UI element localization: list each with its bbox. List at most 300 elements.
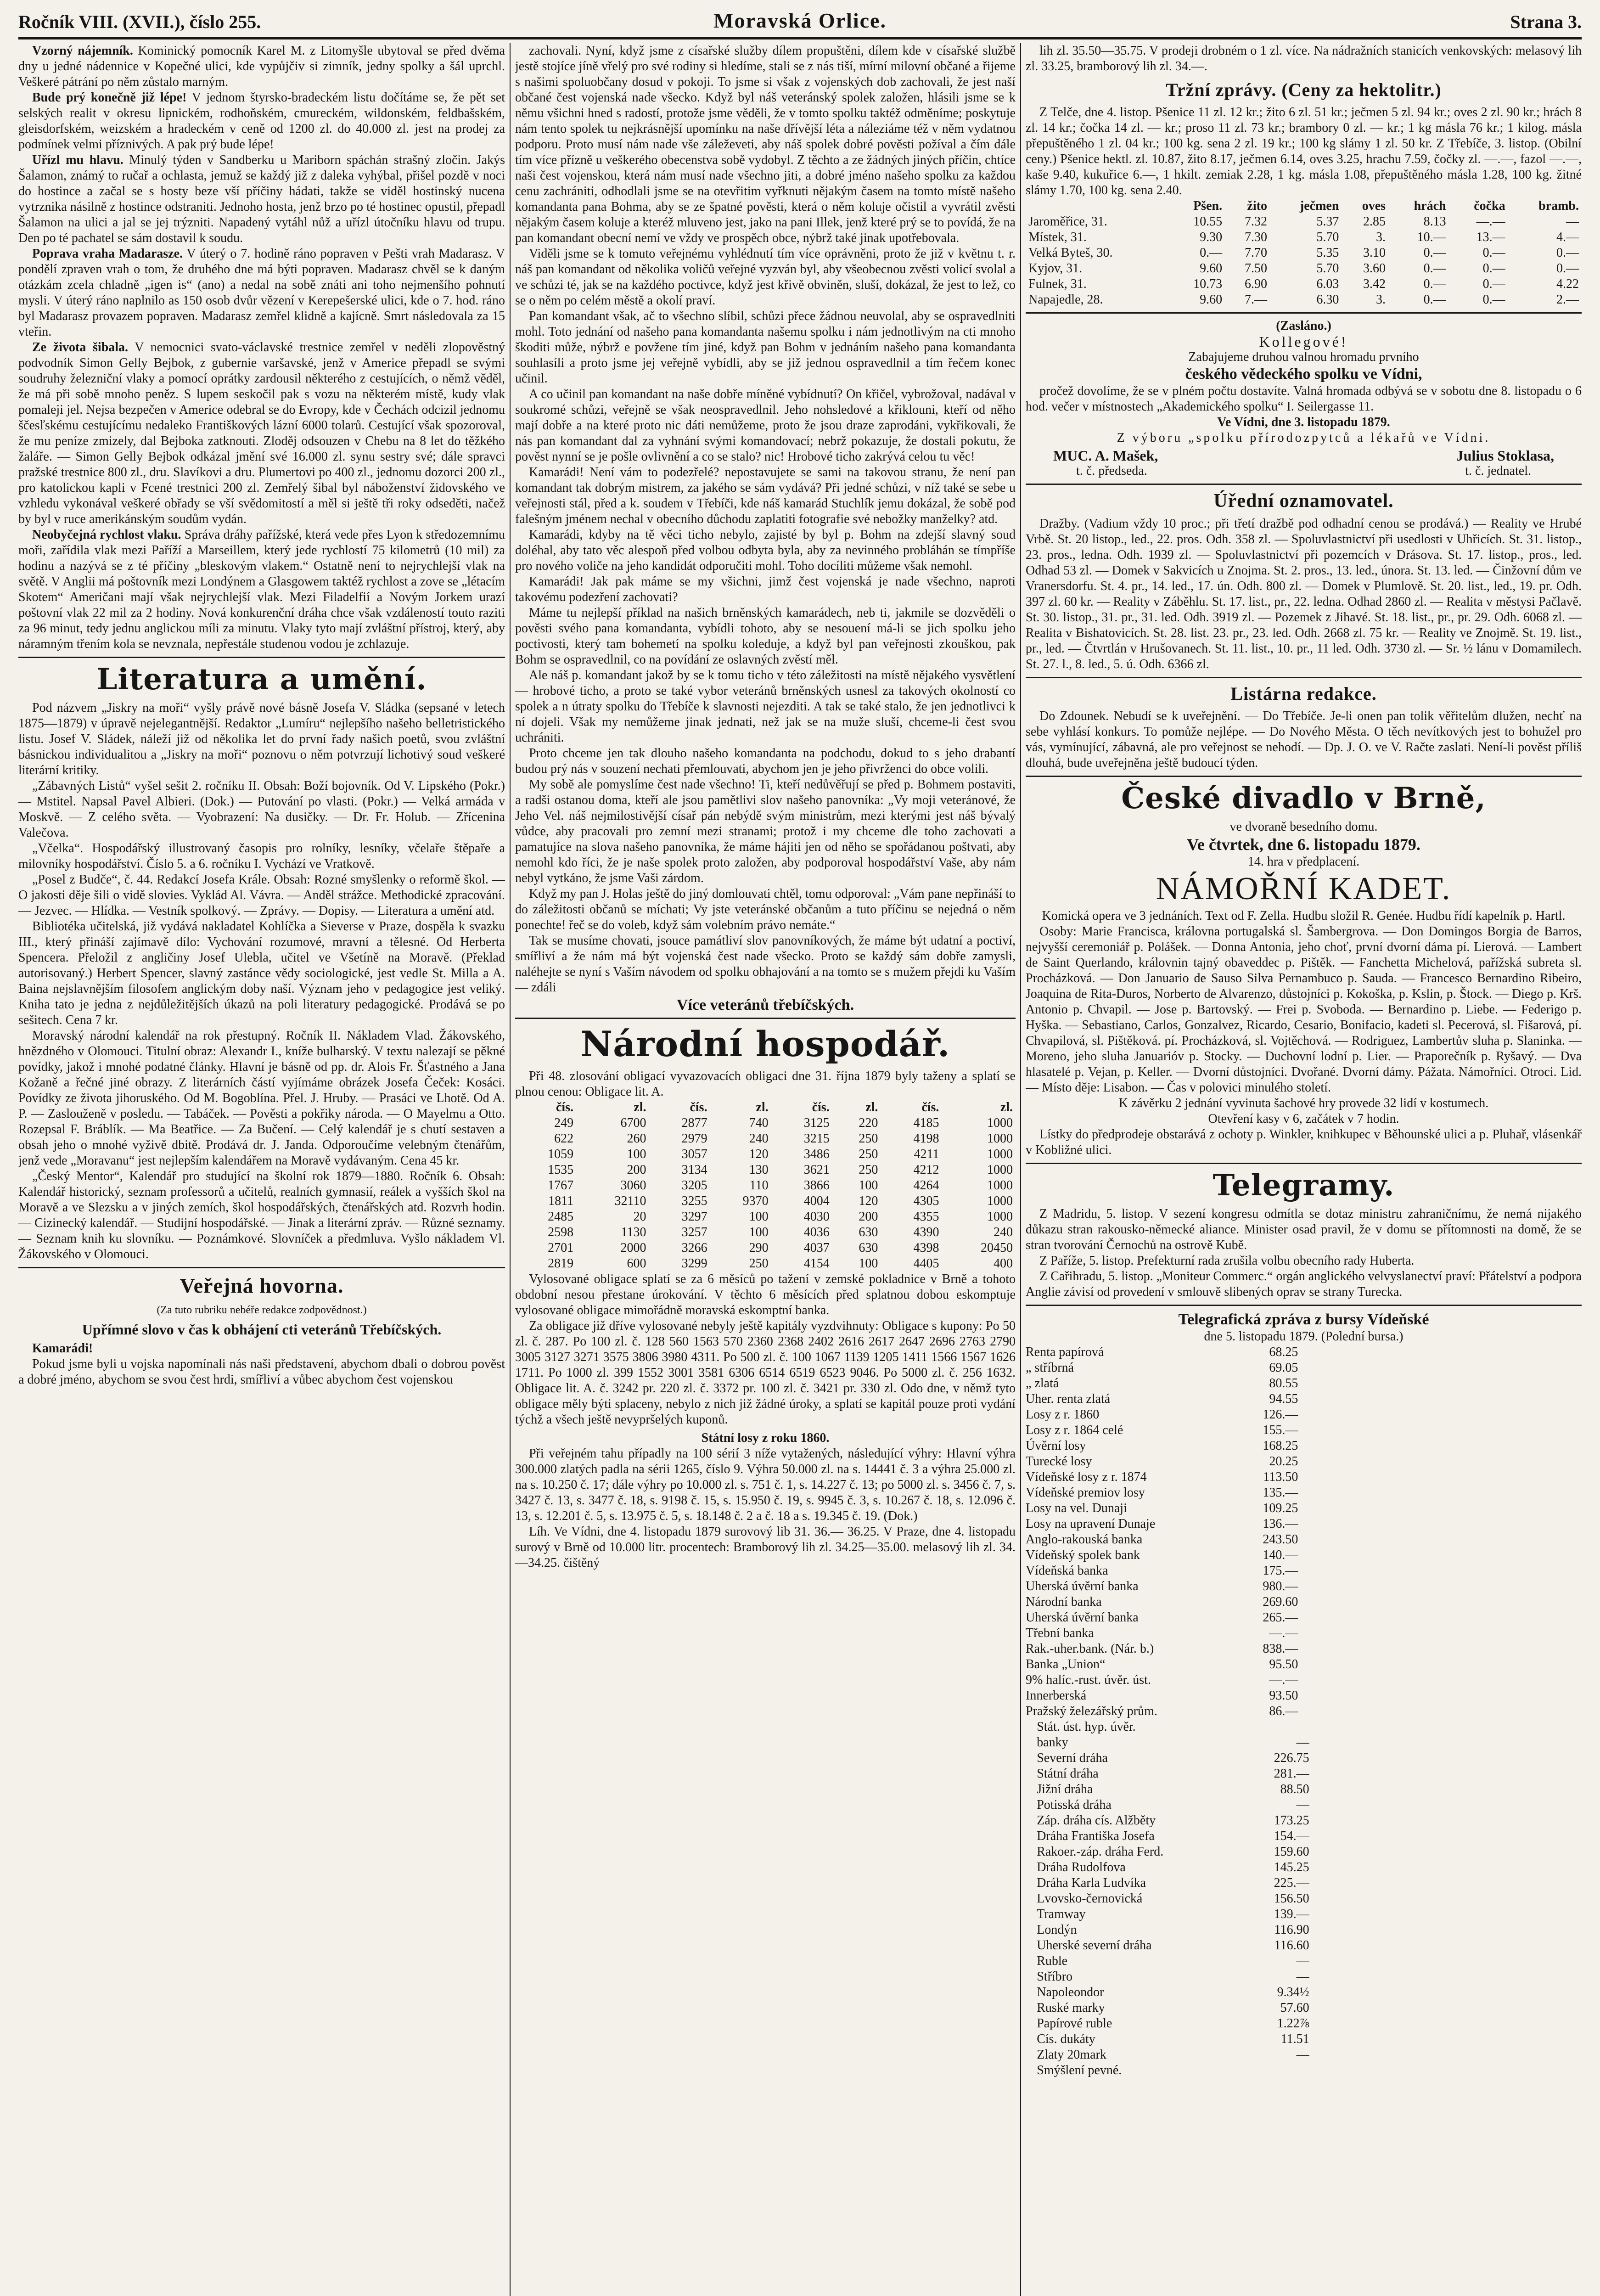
exchange-name: Uher. renta zlatá [1026,1392,1111,1406]
grain-cell: 4.22 [1556,277,1579,291]
bond-cell: 630 [859,1241,878,1255]
exchange-row [1026,1704,1298,1719]
grain-cell: 8.13 [1423,214,1446,229]
exchange-value: 135.— [1263,1486,1298,1500]
news-item-headline: Uřízl mu hlavu. [32,153,124,167]
news-item [18,340,505,527]
exchange-row [1037,1844,1309,1860]
market-heading: Tržní zprávy. (Ceny za hektolitr.) [1166,79,1442,100]
exchange-name: Rakoer.-záp. dráha Ferd. [1037,1845,1164,1859]
news-item-headline: Vzorný nájemník. [32,44,133,58]
bond-cell: 1000 [987,1194,1013,1208]
grain-row [1026,276,1582,292]
exchange-row [1026,1345,1298,1360]
grain-cell: Fulnek, 31. [1028,277,1087,291]
column-2 [515,43,1016,2296]
exchange-value: 1.22⅞ [1277,2016,1309,2031]
exchange-value: — [1296,2048,1309,2062]
letter-paragraph: Kamarádi! Jak pak máme se my všichni, jimž čest vojenská je nade všechno, naproti takovému podezření zachovati? [515,574,1016,604]
grain-cell: Kyjov, 31. [1028,261,1083,276]
exchange-row [1026,1626,1298,1641]
news-item [18,152,505,246]
literature-item: Bibliotéka učitelská, již vydává nakladatel Kohlíčka a Sieverse v Praze, dospěla k svazku III., který přináší zajímavě dílo: Vychování rozumové, mravní a tělesné. Od Herberta Spencera. Přeložil z angličiny Josef Ulebla, učitel ve Všetíně na Moravě. (Překlad autorisovaný.) Herbert Spencer, slavný zastánce vědy sociologické, jest vedle St. Milla a A. Baina nejslavnějším filosofem anglickým doby naší. Význam jeho v pedagogice jest veliký. Kniha tato je jedna z nejdůležitějších úkazů na poli literatury pedagogické. Prodává se po sešitech. Cena 7 kr. [18,919,505,1027]
exchange-name: Cís. dukáty [1037,2032,1095,2046]
exchange-row [1037,1766,1309,1782]
grain-cell: 0.— [1556,246,1579,260]
exchange-name: Zlaty 20mark [1037,2048,1106,2062]
grain-cell: 2.85 [1363,214,1386,229]
page-number: Strana 3. [1510,11,1582,32]
letter-paragraph: Tak se musíme chovati, jsouce památliví slov panovníkových, že máme být udatní a poctiví, smířliví a že nám má být vojenská čest nade všecko. Proto se každý sám dobře zamysli, naléhejte se nyní s Vaším návodem od spolku obhajování a na tomto se s mužem přejdi ku Vaším — zdáli [515,934,1016,995]
exchange-name: Potisská dráha [1037,1798,1112,1812]
exchange-row [1026,1407,1298,1423]
exchange-name: Vídeňský spolek bank [1026,1548,1140,1562]
exchange-name: Vídeňské losy z r. 1874 [1026,1470,1147,1484]
masthead [18,8,1582,39]
exchange-row [1037,2000,1309,2016]
grain-cell: Napajedle, 28. [1028,293,1103,307]
exchange-name: Renta papírová [1026,1345,1104,1359]
grain-cell: 0.— [1482,261,1505,276]
exchange-value: 86.— [1269,1704,1298,1718]
forum-salutation: Kamarádi! [32,1341,93,1356]
exchange-name: Národní banka [1026,1595,1102,1609]
divider [1026,484,1582,485]
economy-intro: Při 48. zlosování obligací vyvazovacích obligaci dne 31. října 1879 byly taženy a splatí se plnou cenou: Obligace lit. A. [515,1069,1016,1099]
bond-col-header: čís. [812,1100,830,1114]
exchange-name: Papírové ruble [1037,2016,1112,2031]
literature-item: „Včelka“. Hospodářský illustrovaný časopis pro rolníky, lesníky, včelaře štěpaře a milovníky hospodářství. Číslo 5. a 6. ročníku I. Vychází ve Vratkově. [18,841,505,871]
exchange-row [1037,1829,1309,1844]
theatre-cast: Osoby: Marie Francisca, královna portugalská sl. Šambergrova. — Don Domingos Borgia de Barros, nejvyšší ceremoniář p. Polášek. — Donna Antonia, jeho choť, první dvorní dáma pí. Lierová. — Lambert de Saint Querlando, královnin tajný obaveddec p. Pištěk. — Fanchetta Michelová, pařížská subreta sl. Procházková. — Don Januario de Sauso Silva Pernambuco p. Sauda. — Francesco Bernardino Ribeiro, Joaquina de Rita-Duros, Norberto de Alvarenzo, důstojníci p. Kokoška, p. Kslin, p. Štock. — Diego p. Krš. Antonio p. Chvapil. — Jose p. Bartovský. — Frei p. Svoboda. — Bernardino p. Liebe. — Federigo p. Hyška. — Sebastiano, Carlos, Gonzalvez, Ricardo, Cesario, Bonifacio, kadeti sl. Pecerová, sl. Fišarová, pí. Chvapilová, sl. Pištěková. pí. Procházková, sl. Vojtěchová. — Rodriguez, Lambertův sluha p. Slaninka. — Moreno, jeho sluha Januarióv p. Stocky. — Duchovní lodní p. Lier. — Praporečník p. Ryšavý. — Dva hlasatelé p. Vejan, p. Keller. — Dvorní důstojníci. Dvořané. Dvorní dámy. Pážata. Námořníci. Otroci. Lid. — Místo děje: Lisabon. — Čas v polovici minulého století. [1026,924,1582,1095]
exchange-row [1037,1782,1309,1797]
bond-cell: 100 [627,1147,646,1161]
letter-paragraph: Kamarádi! Není vám to podezřelé? nepostavujete se sami na takovou stranu, že není pan komandant tak dobrým mistrem, za jakého se sám vydává? Při jedné schůzi, v níž také se sebe u veřejnosti stál, před a k. soudem v Třebíči, kde náš kamarád Stuchlík jemu dokázal, že sobě pod falešným jménem nechal v obecního důchodu zaplatiti fotografie své nebožky manželky? atd. [515,465,1016,526]
exchange-col-right [1037,1719,1309,2078]
grain-cell: — [1566,214,1579,229]
bond-cell: 4185 [913,1116,939,1130]
exchange-value: — [1296,1798,1309,1812]
exchange-value: —.— [1269,1673,1298,1687]
bond-cell: 1811 [548,1194,574,1208]
divider [1026,1163,1582,1164]
exchange-name: Vídeňské premiov losy [1026,1486,1145,1500]
bond-col-header: čís. [921,1100,939,1114]
telegram-items [1026,1206,1582,1300]
exchange-name: Uherská úvěrní banka [1026,1610,1139,1625]
divider [1026,1305,1582,1306]
bond-row [515,1178,1016,1193]
exchange-row [1026,1516,1298,1532]
bond-cell: 3255 [681,1194,707,1208]
grain-cell: 6.03 [1316,277,1339,291]
exchange-row [1037,1922,1309,1938]
grain-cell: 0.— [1423,261,1446,276]
exchange-value: 139.— [1274,1907,1309,1921]
letter-paragraph: zachovali. Nyní, když jsme z císařské služby dílem propuštěni, dílem kde v císařské službě jestě stojíce jíně vřelý pro své rodiny si hledíme, stali se z nás tiší, mírní milovní občané a řijeme s našimi spoluobčany dosud v pokoji. To jsme si však z vojenských dob zachovali, že jest naší občané čest vojenská nade všecko. Když byl náš veteránský spolek založen, hlásili jsme se k němu všichni hned s radostí, protože jsme věděli, že v tomto spolku taktéž odměníme; poskytuje nám tento spolek tu nejkrásnější upomínku na naše dřívější léta a náleziáme též v něm vydatnou podporu. Proto musí nám nade vše záleževeti, aby náš spolek dobré pověsti požíval a čím dále tím více přízně u veškerého obecenstva sobě vydobyl. Z těchto a ze žádných jiných příčin, chtíce naši čest vojenskou, která nám musí nade všechno jiti, a dobré jméno našeho spolku za každou cenu zachrániti, odhodlali jsme se na otevřitim vyřknuti nějakým časem na tomto místě našeho komandanta pana Bohma, aby se ze špatné pověsti, která o něm koluje očistil a vyvrátil zvěsti nějakým časem koluje a kteréž mluveno jest, jako na pani Illek, jenž které prý se to povídá, že na pan komandant obecní nemí ve vždy ve prospěch obce, nýbrž také jinak upotřebovala. [515,44,1016,245]
grain-cell: 0.— [1200,246,1223,260]
exchange-name: Smýšlení pevné. [1037,2063,1122,2077]
exchange-name: Losy z r. 1864 celé [1026,1423,1123,1437]
invite-line-4: Ve Vídni, dne 3. listopadu 1879. [1217,415,1390,429]
exchange-name: Ruské marky [1037,2001,1105,2015]
bond-cell: 1767 [548,1178,574,1193]
letter-signature: Více veteránů třebíčských. [676,996,854,1013]
exchange-name: Losy na upravení Dunaje [1026,1517,1156,1531]
grain-price-table [1026,198,1582,308]
bond-cell: 240 [749,1131,769,1146]
news-item-text: Kominický pomocník Karel M. z Litomyšle ubytoval se před dvěma dny u jedné nádennice v Kopečné ulici, kde vypůjčiv si zimník, jedny spolky a šál uprchl. Veškeré pátrání po něm zůstalo marným. [18,44,505,89]
grain-cell: 10.— [1417,230,1446,244]
theatre-title: NÁMOŘNÍ KADET. [1156,871,1452,906]
exchange-value: 94.55 [1269,1392,1298,1406]
bond-cell: 250 [859,1147,878,1161]
bond-cell: 1535 [548,1163,574,1177]
exchange-row [1026,1641,1298,1657]
exchange-value: 57.60 [1280,2001,1309,2015]
exchange-row [1026,1672,1298,1688]
lottery-text: Při veřejném tahu případly na 100 sérií 3 níže vytažených, následující výhry: Hlavní výhra 300.000 zlatých padla na sérii 1265, číslo 9. Výhra 50.000 zl. na s. 14441 č. 3 a výhra 25.000 zl. na s. 10.250 č. 17; dále výhry po 10.000 zl. s. 751 č. 1, s. 14.227 č. 13; po 5000 zl. s. 3456 č. 7, s. 3427 č. 13, s. 3477 č. 18, s. 9198 č. 15, s. 15.950 č. 19, s. 9945 č. 3, s. 10.267 č. 18, s. 12.096 č. 13, s. 12.201 č. 5, s. 13.975 č. 5, s. 18.148 č. 2 a č. 18 a s. 19.345 č. 19. (Dok.) [515,1446,1016,1523]
bond-cell: 630 [859,1225,878,1239]
bond-cell: 200 [859,1210,878,1224]
bond-cell: 740 [749,1116,769,1130]
economy-paragraph: Za obligace již dříve vylosované nebyly ještě kapitály vyzdvihnuty: Obligace s kupony: Po 50 zl. č. 287. Po 100 zl. č. 128 560 1563 570 2360 2368 2402 2616 2617 2647 2696 2763 2790 3005 3127 3271 3575 3806 3980 4311. Po 500 zl. č. 100 1067 1139 1205 1411 1566 1567 1626 1711. Po 1000 zl. 399 1552 3001 3581 6306 6514 6519 6523 9046. Po 5000 zl. č. 256 1632. Obligace lit. A. č. 3242 pr. 220 zl. č. 3372 pr. 100 zl. č. 3421 pr. 330 zl. Odo dne, v němž tyto obligace měly býti splaceny, nebylo z nich již žádné úroky, a splatí se kapitál pouze proti vydání týchž a všech ještě nevypršelých kuponů. [515,1319,1016,1427]
exchange-value: — [1296,1970,1309,1984]
exchange-value: 168.25 [1263,1439,1298,1453]
grain-cell: 0.— [1423,293,1446,307]
grain-cell: 3.10 [1363,246,1386,260]
bond-cell: 130 [749,1163,769,1177]
grain-cell: —.— [1476,214,1505,229]
bond-cell: 4398 [913,1241,939,1255]
bond-row [515,1240,1016,1256]
invite-line-2: českého vědeckého spolku ve Vídni, [1185,366,1422,383]
grain-cell: 0.— [1482,293,1505,307]
bond-cell: 3257 [681,1225,707,1239]
grain-cell: 5.70 [1316,261,1339,276]
bond-col-header: zl. [1000,1100,1013,1114]
grain-row [1026,261,1582,276]
grain-cell: 3.42 [1363,277,1386,291]
grain-cell: 3.60 [1363,261,1386,276]
exchange-row [1037,2047,1309,2063]
exchange-name: Dráha Rudolfova [1037,1860,1126,1874]
bond-cell: 3266 [681,1241,707,1255]
exchange-value: 116.90 [1274,1923,1309,1937]
bond-cell: 400 [994,1256,1013,1271]
newspaper-title: Moravská Orlice. [713,9,887,32]
bond-cell: 220 [859,1116,878,1130]
bond-cell: 20 [633,1210,646,1224]
exchange-name: 9% halíc.-rust. úvěr. úst. [1026,1673,1151,1687]
news-item-headline: Neobyčejná rychlost vlaku. [32,528,181,542]
bond-cell: 200 [627,1163,646,1177]
exchange-row [1037,2032,1309,2047]
bond-cell: 3060 [620,1178,646,1193]
grain-cell: 10.73 [1193,277,1223,291]
exchange-value: 980.— [1263,1579,1298,1593]
exchange-row [1037,1953,1309,1969]
exchange-row [1026,1469,1298,1485]
bond-cell: 110 [749,1178,769,1193]
news-item-text: Minulý týden v Sandberku u Mariborn spáchán strašný zločin. Jakýs Šalamon, známý to ručař a ochlasta, jemuž se každý již z daleka vyhýbal, přišel pozdě v noci do hostince a začal se s hosty beze vší příčiny hádati, takže se viděl hostinský nucena vytrznika násilně z hostince odstraniti. Jednoho hosta, jenž brzo po té hostinec opustil, přepadl Šalamon na ulici a jal se jej trýzniti. Napadený vytáhl nůž a uřízl útočníku hlavu od trupu. Den po té pachatel se sám dostavil k soudu. [18,153,505,245]
bond-cell: 3215 [803,1131,830,1146]
grain-cell: 7.50 [1244,261,1267,276]
literature-item: Moravský národní kalendář na rok přestupný. Ročník II. Nákladem Vlad. Žákovského, hnězdného v Olomouci. Titulní obraz: Alexandr I., kníže bulharský. V textu nalezají se pěkné povídky, jakož i mnohé podatné články. Hlavní je básně od pp. dr. Alois Fr. Šťastného a Jana Kožaně a řečné jiné obrazy. Z literárních částí vyjímáme obrázek Josefa Čeček: Kosáci. Povídky ze života jihoruského. Od M. Bogoblína. Přel. J. Hruby. — Prasáci ve Lhotě. Od A. P. — Zaslouženě v posledu. — Tabáček. — Pověsti a pokřiky národa. — O Mayelmu a Otto. Rozepsal F. Bráblík. — Ma Beatřice. — Za Bučení. — Celý kalendář je s chutí sestaven a obsah jeho o mnohé vyživě dbitě. Prodává dr. J. Janda. Odporoučíme velebným čtenářům, jenž vede „Moravanu“ jest nejlepším kalendářem na Moravě vydávaným. Cena 45 kr. [18,1029,505,1168]
bond-cell: 2877 [681,1116,707,1130]
bond-cell: 1000 [987,1178,1013,1193]
letter-paragraph: Kamarádi, kdyby na tě věci ticho nebylo, zajisté by byl p. Bohm na zdejší slavný soud doléhal, aby tato věc alespoň před volbou odbyta byla, aby za nevinného probláhán se tímpříše pro nového voliče na jeho kandidát odporučiti mohl. Toho docíliti můžeme však nemohl. [515,528,1016,573]
bond-col-header: čís. [690,1100,707,1114]
bond-cell: 4030 [803,1210,830,1224]
bond-cell: 3134 [681,1163,707,1177]
exchange-row [1026,1376,1298,1391]
exchange-name: Napoleondor [1037,1985,1104,1999]
exchange-name: Jižní dráha [1037,1782,1093,1796]
grain-cell: 9.60 [1200,261,1223,276]
grain-cell: Místek, 31. [1028,230,1087,244]
exchange-value: —.— [1269,1626,1298,1640]
grain-cell: 13.— [1476,230,1505,244]
column-3 [1026,43,1582,2296]
grain-cell: 6.90 [1244,277,1267,291]
exchange-row [1037,1813,1309,1829]
exchange-row [1037,1938,1309,1953]
literature-heading: Literatura a umění. [96,662,427,697]
forum-text: Pokud jsme byli u vojska napomínali nás naši představení, abychom dbali o dobrou pověst a dobré jméno, abychom se svou čest hrdi, smířliví a vůbec abychom čest vojenskou [18,1357,505,1387]
grain-cell: 9.30 [1200,230,1223,244]
exchange-name: Úvěrní losy [1026,1439,1086,1453]
signers [1026,446,1582,463]
exchange-name: Stříbro [1037,1970,1072,1984]
exchange-row [1037,1797,1309,1813]
grain-cell: 7.70 [1244,246,1267,260]
news-item-headline: Bude prý konečně již lépe! [32,90,187,105]
bond-cell: 3866 [803,1178,830,1193]
news-item-text: V jednom štyrsko-bradeckém listu dočítáme se, že pět set selských realit v okresu lipnickém, rodhoňském, cmureckém, wildonském, feldbašském, gleisdorfském, weizském a hradeckém v ceně od 1200 zl. do 40.000 zl. jest na prodej za podmínek velmi příznivých. A pak prý bude lépe! [18,90,505,152]
exchange-value: 265.— [1263,1610,1298,1625]
grain-col-header [1026,198,1170,214]
bond-cell: 290 [749,1241,769,1255]
exchange-value: 243.50 [1263,1532,1298,1547]
grain-cell: 4.— [1556,230,1579,244]
exchange-row [1037,2063,1309,2078]
grain-cell: 5.37 [1316,214,1339,229]
exchange-value: 136.— [1263,1517,1298,1531]
bond-cell: 250 [749,1256,769,1271]
invite-line-3: pročež dovolíme, že se v plném počtu dostavíte. Valná hromada odbývá se v sobotu dne 8. listopadu o 6 hod. večer v místnostech „Akademického spolku“ I. Seilergasse 11. [1026,384,1582,414]
signer-roles [1026,463,1582,479]
exchange-row [1026,1579,1298,1594]
bond-cell: 2819 [548,1256,574,1271]
bond-cell: 2485 [548,1210,574,1224]
grain-row [1026,245,1582,261]
bond-cell: 20450 [981,1241,1013,1255]
exchange-value: 95.50 [1269,1657,1298,1671]
notice-greeting: Kollegové! [1259,333,1348,350]
letter-paragraph: Viděli jsme se k tomuto veřejnému vyhlédnutí tím více oprávněni, proto že již v květnu t. r. náš pan komandant od několika voličů veřejné vyzván byl, aby všeobecnou zvěsti volicí svolal a ve schůzi té, jak se na každého poctivce, když jest křivě obviněn, sluší, dokázal, že jest to lež, co se o něm po celém městě a okolí praví. [515,247,1016,308]
exchange-name: Losy z r. 1860 [1026,1407,1100,1422]
exchange-name: Losy na vel. Dunaji [1026,1501,1127,1515]
divider [1026,677,1582,678]
bond-cell: 4390 [913,1225,939,1239]
exchange-value: 80.55 [1269,1376,1298,1390]
editorial-text: Do Zdounek. Nebudí se k uveřejnění. — Do Třebíče. Je-li onen pan tolik věřitelům dlužen, nechť na sebe vyhlásí konkurs. To pomůže nejlépe. — Do Nového Města. O těch nevítkových jest to bohužel pro vás, vymínující, zábavná, ale pro veřejnost se nehodí. — Dp. J. O. ve V. Račte zaslati. Není-li pověst příliš dlouhá, bude uveřejněna ještě budoucí týden. [1026,709,1582,770]
bond-cell: 4355 [913,1210,939,1224]
bond-cell: 1130 [621,1225,646,1239]
grain-cell: 0.— [1482,277,1505,291]
bond-cell: 1059 [548,1147,574,1161]
grain-cell: 7.— [1244,293,1267,307]
bond-cell: 100 [749,1210,769,1224]
exchange-value: 269.60 [1263,1595,1298,1609]
forum-disclaimer: (Za tuto rubriku nebéře redakce zodpovědnost.) [157,1304,367,1316]
issue-label: Ročník VIII. (XVII.), číslo 255. [18,11,261,32]
exchange-value: 116.60 [1274,1938,1309,1953]
signer-2-role: t. č. jednatel. [1465,464,1531,478]
exchange-row [1037,1860,1309,1875]
bond-cell: 6700 [620,1116,646,1130]
bond-cell: 600 [627,1256,646,1271]
exchange-value: 838.— [1263,1642,1298,1656]
grain-cell: 5.70 [1316,230,1339,244]
exchange-value: 88.50 [1280,1782,1309,1796]
exchange-name: Uherské severní dráha [1037,1938,1152,1953]
forum-heading: Veřejná hovorna. [180,1274,344,1297]
bond-col-header: čís. [556,1100,574,1114]
exchange-value: 154.— [1274,1829,1309,1843]
exchange-value: — [1296,1735,1309,1750]
theatre-note: K závěrku 2 jednání vyvinuta šachové hry provede 32 lidí v kostumech. [1118,1096,1489,1110]
bond-table [515,1100,1016,1272]
letter-paragraph: A co učinil pan komandant na naše dobře míněné vybídnutí? On křičel, vybrožoval, nadával v soukromé schůzi, veřejně se však neospravedlnil. Jeho nohsledové a křiklouni, kteří od něho mají dobře a na které proto nic dáti nemůžeme, proto že jsou draze zaprodáni, vykřikovali, že nás pan komandant dal za vyhnání svými komandovací; nebrž pokazuje, že dostali pokutu, že pověst nynní se je pošle ovlivnění a co se stalo? nic! Hrobové ticho zakrývá celou tu věc! [515,387,1016,464]
theatre-credit: Komická opera ve 3 jednáních. Text od F. Zella. Hudbu složil R. Genée. Hudbu řídí kapelník p. Hartl. [1042,909,1566,923]
bond-cell: 4212 [913,1163,939,1177]
exchange-row [1037,1875,1309,1891]
news-item [18,90,505,152]
bond-cell: 4036 [803,1225,830,1239]
bond-cell: 9370 [742,1194,769,1208]
grain-cell: 3. [1376,230,1386,244]
exchange-name: Londýn [1037,1923,1077,1937]
bond-cell: 4037 [803,1241,830,1255]
spirits-market-continued: lih zl. 35.50—35.75. V prodeji drobném o 1 zl. více. Na nádražních stanicích venkovských: melasový lih zl. 33.25, bramborový lih zl. 34.—. [1026,44,1582,73]
exchange-value: 68.25 [1269,1345,1298,1359]
bond-cell: 3621 [803,1163,830,1177]
grain-cell: 0.— [1556,261,1579,276]
exchange-name: Lvovsko-černovická [1037,1891,1143,1906]
exchange-row [1037,1907,1309,1922]
exchange-name: Uherská úvěrní banka [1026,1579,1139,1593]
exchange-value: 281.— [1274,1767,1309,1781]
grain-cell: 9.60 [1200,293,1223,307]
bond-col-header: zl. [634,1100,646,1114]
literature-item: Pod názvem „Jiskry na moři“ vyšly právě nové básně Josefa V. Sládka (sepsané v letech 1875—1879) v úpravě nejelegantnější. Redaktor „Lumíru“ nejlepšího našeho belletristického listu. Josef V. Sládek, náleží již od několika let do první řady našich poetů, svou zvláštní básnickou individualitou a „Jiskry na moři“ poznovu o něm potvrzují lichotivý soud veškeré literární kritiky. [18,701,505,777]
bond-row [515,1147,1016,1162]
bond-cell: 4405 [913,1256,939,1271]
exchange-subheading: dne 5. listopadu 1879. (Polední bursa.) [1204,1329,1404,1344]
news-item-text: V nemocnici svato-václavské trestnice zemřel v neděli zlopověstný podvodník Simon Gelly Bejbok, z gubernie varšavské, jenž v Americe přepadl se svými soudruhy železniční vlaky a pomocí oprátky zardousil některého z cestujících, o němž věděl, že má při sobě mnoho peněz. S lupem seskočil pak s vozu na některém místě, kudy vlak pomaleji jel. Nejsa bezpečen v Americe odebral se do Evropy, kde v Čechách odcizil jednomu ščesľskému cestujícímu nedaleko Františkových lázní 6000 tolarů. Cestující však spozoroval, že mu peníze zmizely, dal Bejboka zatknouti. Zloděj odsouzen v Chebu na 8 let do těžkého žaláře. — Simon Gelly Bejbok odkázal jmění své 16.000 zl. synu sestry své; dále spravci pražské trestnice 800 zl., dru. Slavíkovi a dru. Plumertovi po 400 zl., jednomu dozorci 200 zl., pro katolickou kapli v Fcené trestnici 200 zl. Zemřelý šibal byl náboženství židovského ve vzhledu vykonával veškeré obřady se vší svědomitostí a měl si ještě tři roky odseděti, načež by byl v ruce amerikánským soudům vydán. [18,340,505,526]
bond-cell: 4305 [913,1194,939,1208]
exchange-row [1026,1688,1298,1704]
invite-line-5: Z výboru „spolku přírodozpytců a lékařů ve Vídni. [1117,431,1491,445]
exchange-value: 145.25 [1274,1860,1309,1874]
bond-cell: 249 [554,1116,574,1130]
exchange-value: 155.— [1263,1423,1298,1437]
exchange-row [1026,1360,1298,1376]
theatre-venue: ve dvoraně besedního domu. [1229,820,1378,834]
exchange-value: 175.— [1263,1564,1298,1578]
exchange-name: Vídeňská banka [1026,1564,1108,1578]
bond-row [515,1225,1016,1240]
bond-cell: 3205 [681,1178,707,1193]
editorial-heading: Listárna redakce. [1230,683,1377,704]
bond-cell: 3299 [681,1256,707,1271]
letter-paragraph: Když my pan J. Holas ještě do jiný domlouvati chtěl, tomu odporoval: „Vám pane nepřináší to do záležitosti občanů se míchati; Vy jste veteránské občanům a tuto příčinu se nejedná o něm ponechte! řeč se do voleb, když sám volebním právo nemáte.“ [515,887,1016,932]
bond-cell: 240 [994,1225,1013,1239]
exchange-row [1026,1391,1298,1407]
bond-cell: 250 [859,1131,878,1146]
column-rule [510,43,511,2296]
bond-cell: 100 [749,1225,769,1239]
news-item [18,527,505,652]
bond-row [515,1131,1016,1147]
bond-cell: 3057 [681,1147,707,1161]
exchange-value: 226.75 [1274,1751,1309,1765]
zaslano-label: (Zasláno.) [1276,319,1331,333]
official-heading: Úřední oznamovatel. [1213,490,1394,512]
exchange-row [1026,1438,1298,1454]
news-items [18,43,505,652]
letter-paragraph: Ale náš p. komandant jakož by se k tomu ticho v této záležitosti na místě nějakého vysvětlení — hrobové ticho, a proto se také vybor veteránů brněnských usnesl za takových okolností co spolek a n útraty spolku do Třebíče k slavnosti nejezditi. A tak se také stalo, že jen jednotlivci k ní dojeli. Však my nemůžeme jinak jednati, než jak se na muže sluší, chceme-li čest svou uchrániti. [515,668,1016,745]
exchange-col-left [1026,1345,1298,1719]
economy-paragraph: Vylosované obligace splatí se za 6 měsíců po tažení v zemské pokladnice v Brně a tohoto obdobní nesou přestane úrokování. V těchto 6 měsících před splatnou dobou eskomptuje vylosované obligace mimořádně moravská eskomptní banka. [515,1272,1016,1317]
bond-cell: 1000 [987,1147,1013,1161]
exchange-name: „ zlatá [1026,1376,1059,1390]
grain-table-body [1026,214,1582,308]
bond-cell: 100 [859,1256,878,1271]
letter-paragraph: My sobě ale pomyslíme čest nade všechno! Ti, kteří nedůvěřují se před p. Bohmem postaviti, a radši ostanou doma, kteří ale jsou pamětlivi slov našeho panovníka: „Vy moji veteránové, že Jeho Vel. náš nejmilostivější císař pán nebýdě svým ministrům, mezi kterými jest náš bývalý vůdce, aby pracovali pro zemní mezi stranami; protož i my chceme dle toho zachovati a pamatujíce na slova našeho panovníka, že máme hájiti jen od něho se spořádanou poštvati, aby nemohl kdo říci, že je naše spolek proto založen, aby podporoval hospodářství Vaše, aby nám nebyl vytkáno, že jsme Vaši zárdom. [515,777,1016,885]
bond-cell: 250 [859,1163,878,1177]
bond-cell: 1000 [987,1131,1013,1146]
exchange-value: 140.— [1263,1548,1298,1562]
bond-cell: 4211 [914,1147,939,1161]
signer-2: Julius Stoklasa, [1456,447,1554,464]
exchange-value: 20.25 [1269,1454,1298,1469]
bond-cell: 3125 [803,1116,830,1130]
exchange-value: 93.50 [1269,1688,1298,1703]
grain-row [1026,230,1582,245]
exchange-row [1026,1532,1298,1548]
news-item-headline: Ze života šibala. [32,340,129,355]
exchange-row [1037,1719,1309,1735]
exchange-name: „ stříbrná [1026,1361,1074,1375]
literature-item: „Český Mentor“, Kalendář pro studující na školní rok 1879—1880. Ročník 6. Obsah: Kalendář historický, seznam professorů a učitelů, realních gymnasií, reálek a vyšších škol na Moravě a ve Slezsku a v jiných zemích, škol hospodářských, čtenářských atd. Rozvrh hodin. — Cizinecký kalendář. — Studijní hospodářské. — Jinak a literární zpráv. — Různé seznamy. — Seznam knih ku slovníku. — Poznámkové. Slovníček a předmluva. Vyšlo nákladem Vl. Žákovského v Olomouci. [18,1169,505,1261]
theatre-date: Ve čtvrtek, dne 6. listopadu 1879. [1187,835,1420,854]
bond-cell: 2701 [548,1241,574,1255]
economy-text [515,1272,1016,1428]
spirits-market-text: Líh. Ve Vídni, dne 4. listopadu 1879 surovový lib 31. 36.— 36.25. V Praze, dne 4. listopadu surový v Brně od 10.000 litr. procentech: Bramborový lih zl. 34.25—35.00. melasový lih zl. 34.—34.25. čištěný [515,1525,1016,1570]
exchange-value: 11.51 [1280,2032,1309,2046]
exchange-row [1026,1548,1298,1563]
bond-cell: 622 [554,1131,574,1146]
bond-cell: 4154 [803,1256,830,1271]
grain-cell: 10.55 [1193,214,1223,229]
invite-line-1: Zabajujeme druhou valnou hromadu prvního [1188,350,1419,364]
telegram-item: Z Cařihradu, 5. listop. „Moniteur Commerc.“ orgán anglického velvyslanectví praví: Přátelství a podpora Anglie závisí od provedení v smlouvě slibených oprav se strany Turecka. [1026,1269,1582,1299]
theatre-tickets: Lístky do předprodeje obstarává z ochoty p. Winkler, knihkupec v Běhounské ulici a p. Pluhař, vlásenkář v Kobližné ulici. [1026,1127,1582,1157]
bond-cell: 3297 [681,1210,707,1224]
